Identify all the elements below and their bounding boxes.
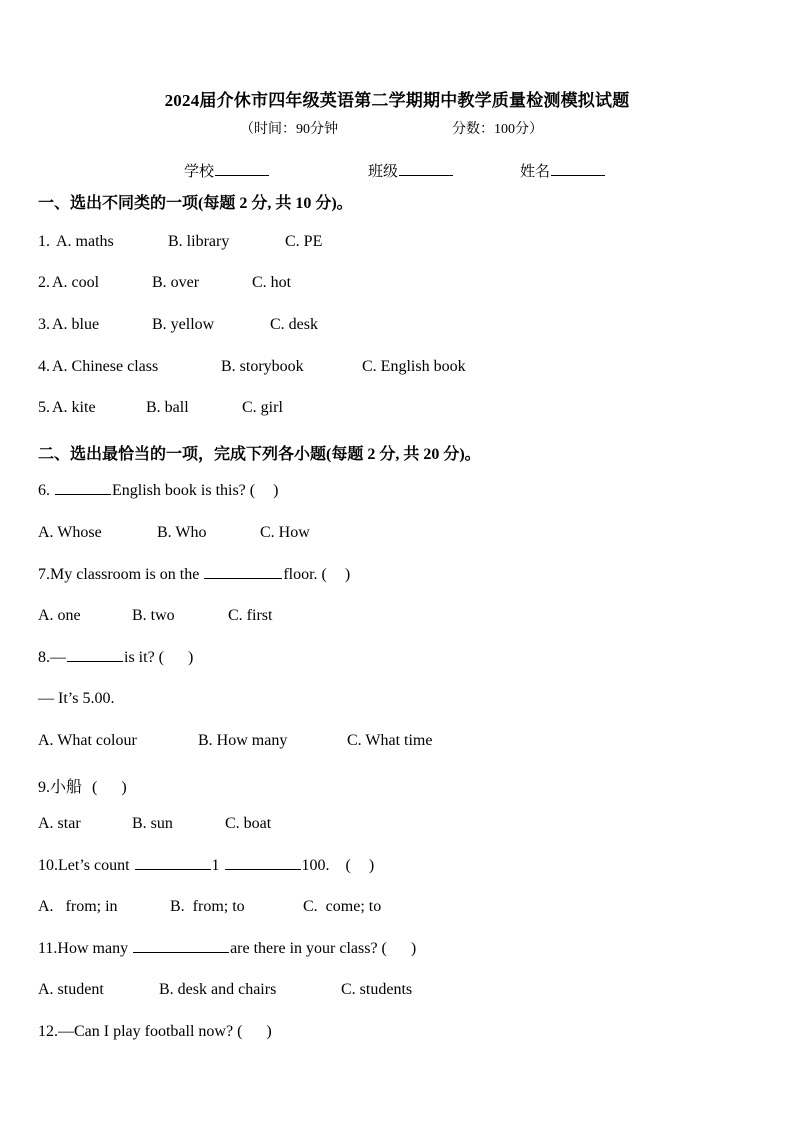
q11-text-before: How many [57, 940, 133, 957]
q7-option-c: C. first [228, 607, 273, 624]
q11-option-b: B. desk and chairs [159, 981, 277, 998]
exam-time: （时间：90分钟 [240, 122, 338, 137]
q11-option-a: A. student [38, 981, 104, 998]
q8-option-c: C. What time [347, 732, 433, 749]
question-10 [38, 857, 374, 875]
section1-heading: 一、选出不同类的一项(每题 2 分, 共 10 分)。 [38, 195, 353, 212]
name-field [520, 160, 606, 181]
q4-option-c: C. English book [362, 358, 466, 375]
question-6 [38, 482, 278, 500]
q3-number: 3. [38, 316, 50, 333]
q7-text-after: floor. ( [283, 566, 327, 583]
school-label: 学校 [184, 164, 215, 180]
q8-dash: — [50, 649, 66, 666]
q4-option-a: A. Chinese class [52, 358, 159, 375]
q10-close-paren: ) [368, 857, 375, 874]
q8-option-a: A. What colour [38, 732, 137, 749]
q7-blank[interactable] [204, 577, 282, 579]
q10-number: 10. [38, 857, 58, 874]
section2-heading: 二、选出最恰当的一项，完成下列各小题(每题 2 分, 共 20 分)。 [38, 446, 481, 463]
q7-option-a: A. one [38, 607, 81, 624]
q9-text: 小船 [50, 779, 83, 796]
q8-option-b: B. How many [198, 732, 288, 749]
q9-option-b: B. sun [132, 815, 173, 832]
q6-option-c: C. How [260, 524, 310, 541]
school-field [184, 160, 270, 181]
q10-option-c: C. come; to [303, 898, 382, 915]
q2-option-b: B. over [152, 274, 200, 291]
q6-text: English book is this? ( [112, 482, 256, 499]
q1-option-b: B. library [168, 233, 230, 250]
q9-option-c: C. boat [225, 815, 272, 832]
q10-text-before: Let’s count [58, 857, 134, 874]
q12-text: —Can I play football now? ( [58, 1023, 243, 1040]
q2-option-a: A. cool [52, 274, 100, 291]
q10-text-mid: 1 [211, 857, 224, 874]
q5-option-b: B. ball [146, 399, 189, 416]
q11-text-after: are there in your class? ( [230, 940, 387, 957]
q7-number: 7. [38, 566, 50, 583]
q6-option-b: B. Who [157, 524, 207, 541]
page-title: 2024届介休市四年级英语第二学期期中教学质量检测模拟试题 [164, 91, 630, 110]
question-11 [38, 940, 416, 958]
question-9 [38, 774, 127, 797]
q10-option-a: A. from; in [38, 898, 118, 915]
question-7 [38, 566, 350, 584]
q3-option-a: A. blue [52, 316, 100, 333]
q12-number: 12. [38, 1023, 58, 1040]
q7-close-paren: ) [344, 566, 351, 583]
q1-number: 1. [38, 233, 50, 250]
class-field [368, 160, 454, 181]
q10-open-paren: ( [345, 857, 351, 874]
q9-number: 9. [38, 779, 50, 796]
q10-blank-2[interactable] [225, 868, 301, 870]
question-8 [38, 649, 193, 667]
q2-option-c: C. hot [252, 274, 292, 291]
q11-blank[interactable] [133, 951, 229, 953]
class-blank[interactable] [399, 174, 453, 176]
q4-option-b: B. storybook [221, 358, 304, 375]
q6-number: 6. [38, 482, 54, 499]
question-12 [38, 1023, 272, 1041]
q10-blank-1[interactable] [135, 868, 211, 870]
q3-option-c: C. desk [270, 316, 318, 333]
q11-number: 11. [38, 940, 58, 957]
school-blank[interactable] [215, 174, 269, 176]
q6-close-paren: ) [273, 482, 279, 499]
q8-text-after: is it? ( [124, 649, 164, 666]
q10-option-b: B. from; to [170, 898, 245, 915]
q1-option-c: C. PE [285, 233, 323, 250]
class-label: 班级 [368, 164, 399, 180]
q9-open-paren: ( [92, 779, 98, 796]
q6-blank[interactable] [55, 493, 111, 495]
q7-option-b: B. two [132, 607, 175, 624]
name-blank[interactable] [551, 174, 605, 176]
exam-score: 分数：100分） [452, 122, 543, 137]
q11-option-c: C. students [341, 981, 413, 998]
q5-number: 5. [38, 399, 50, 416]
q10-text-after: 100. [301, 857, 330, 874]
q9-close-paren: ) [121, 779, 127, 796]
q3-option-b: B. yellow [152, 316, 215, 333]
q5-option-c: C. girl [242, 399, 283, 416]
q1-option-a: A. maths [56, 233, 114, 250]
q8-answer-line: — It’s 5.00. [38, 690, 115, 707]
q7-text-before: My classroom is on the [50, 566, 204, 583]
q6-option-a: A. Whose [38, 524, 102, 541]
q2-number: 2. [38, 274, 50, 291]
q8-blank[interactable] [67, 660, 123, 662]
q9-option-a: A. star [38, 815, 81, 832]
q4-number: 4. [38, 358, 50, 375]
q5-option-a: A. kite [52, 399, 96, 416]
q8-number: 8. [38, 649, 50, 666]
name-label: 姓名 [520, 164, 551, 180]
q12-close-paren: ) [266, 1023, 272, 1040]
q8-close-paren: ) [188, 649, 194, 666]
q11-close-paren: ) [410, 940, 417, 957]
